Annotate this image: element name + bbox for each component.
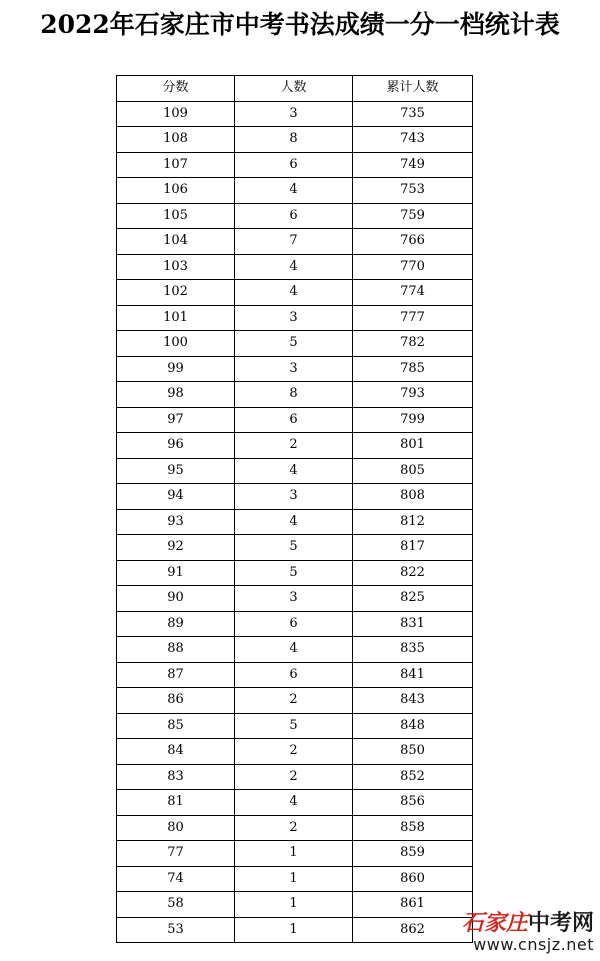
table-row	[117, 815, 473, 841]
cell-cumulative: 782	[353, 331, 473, 357]
cell-count: 4	[235, 637, 353, 663]
cell-cumulative: 801	[353, 433, 473, 459]
cell-cumulative: 817	[353, 535, 473, 561]
cell-cumulative: 825	[353, 586, 473, 612]
cell-score: 53	[117, 917, 235, 943]
table-row	[117, 611, 473, 637]
cell-count: 1	[235, 866, 353, 892]
cell-count: 6	[235, 203, 353, 229]
cell-score: 85	[117, 713, 235, 739]
table-row	[117, 739, 473, 765]
cell-cumulative: 848	[353, 713, 473, 739]
cell-cumulative: 835	[353, 637, 473, 663]
table-row	[117, 305, 473, 331]
cell-count: 2	[235, 688, 353, 714]
table-row	[117, 790, 473, 816]
cell-score: 95	[117, 458, 235, 484]
table-row	[117, 713, 473, 739]
table-row	[117, 586, 473, 612]
cell-count: 4	[235, 178, 353, 204]
table-row	[117, 764, 473, 790]
cell-count: 3	[235, 305, 353, 331]
cell-count: 2	[235, 815, 353, 841]
table-row	[117, 382, 473, 408]
cell-score: 93	[117, 509, 235, 535]
table-row	[117, 458, 473, 484]
header-count: 人数	[235, 76, 353, 102]
cell-cumulative: 862	[353, 917, 473, 943]
table-row	[117, 535, 473, 561]
table-row	[117, 560, 473, 586]
table-row	[117, 892, 473, 918]
cell-count: 4	[235, 458, 353, 484]
cell-score: 77	[117, 841, 235, 867]
cell-count: 3	[235, 101, 353, 127]
table-row	[117, 509, 473, 535]
cell-count: 5	[235, 713, 353, 739]
header-score: 分数	[117, 76, 235, 102]
cell-cumulative: 856	[353, 790, 473, 816]
cell-count: 4	[235, 790, 353, 816]
cell-count: 4	[235, 254, 353, 280]
cell-cumulative: 785	[353, 356, 473, 382]
cell-count: 5	[235, 331, 353, 357]
cell-cumulative: 841	[353, 662, 473, 688]
table-row	[117, 203, 473, 229]
cell-count: 4	[235, 280, 353, 306]
cell-score: 104	[117, 229, 235, 255]
cell-score: 99	[117, 356, 235, 382]
table-row	[117, 917, 473, 943]
cell-count: 1	[235, 917, 353, 943]
cell-count: 8	[235, 127, 353, 153]
cell-score: 108	[117, 127, 235, 153]
cell-score: 102	[117, 280, 235, 306]
table-row	[117, 356, 473, 382]
cell-score: 94	[117, 484, 235, 510]
cell-cumulative: 858	[353, 815, 473, 841]
cell-score: 103	[117, 254, 235, 280]
cell-cumulative: 793	[353, 382, 473, 408]
cell-score: 88	[117, 637, 235, 663]
cell-score: 98	[117, 382, 235, 408]
cell-cumulative: 770	[353, 254, 473, 280]
table-row	[117, 101, 473, 127]
cell-score: 58	[117, 892, 235, 918]
table-row	[117, 280, 473, 306]
table-row	[117, 637, 473, 663]
cell-count: 6	[235, 407, 353, 433]
cell-cumulative: 822	[353, 560, 473, 586]
cell-cumulative: 759	[353, 203, 473, 229]
table-row	[117, 178, 473, 204]
watermark-logo	[434, 911, 594, 935]
cell-score: 97	[117, 407, 235, 433]
cell-cumulative: 808	[353, 484, 473, 510]
cell-count: 4	[235, 509, 353, 535]
cell-count: 1	[235, 841, 353, 867]
cell-score: 90	[117, 586, 235, 612]
cell-count: 8	[235, 382, 353, 408]
table-row	[117, 484, 473, 510]
cell-score: 96	[117, 433, 235, 459]
cell-cumulative: 749	[353, 152, 473, 178]
cell-count: 5	[235, 535, 353, 561]
table-row	[117, 152, 473, 178]
table-row	[117, 688, 473, 714]
cell-score: 84	[117, 739, 235, 765]
cell-score: 91	[117, 560, 235, 586]
cell-cumulative: 852	[353, 764, 473, 790]
cell-count: 2	[235, 764, 353, 790]
cell-score: 86	[117, 688, 235, 714]
cell-count: 6	[235, 152, 353, 178]
table-row	[117, 229, 473, 255]
score-distribution-table	[116, 75, 473, 943]
cell-count: 2	[235, 739, 353, 765]
table-row	[117, 254, 473, 280]
cell-score: 109	[117, 101, 235, 127]
cell-score: 83	[117, 764, 235, 790]
cell-count: 6	[235, 662, 353, 688]
cell-score: 74	[117, 866, 235, 892]
cell-cumulative: 805	[353, 458, 473, 484]
cell-score: 105	[117, 203, 235, 229]
table-row	[117, 841, 473, 867]
cell-score: 80	[117, 815, 235, 841]
cell-score: 100	[117, 331, 235, 357]
table-row	[117, 866, 473, 892]
watermark-logo-part1: 石家庄	[461, 910, 528, 936]
cell-cumulative: 861	[353, 892, 473, 918]
cell-cumulative: 774	[353, 280, 473, 306]
cell-count: 6	[235, 611, 353, 637]
cell-score: 81	[117, 790, 235, 816]
cell-cumulative: 799	[353, 407, 473, 433]
cell-count: 7	[235, 229, 353, 255]
table-row	[117, 331, 473, 357]
cell-count: 3	[235, 484, 353, 510]
cell-count: 3	[235, 356, 353, 382]
cell-count: 2	[235, 433, 353, 459]
table-body	[117, 101, 473, 943]
cell-count: 1	[235, 892, 353, 918]
cell-score: 106	[117, 178, 235, 204]
page-title: 2022年石家庄市中考书法成绩一分一档统计表	[40, 10, 560, 39]
table-header-row	[117, 76, 473, 102]
cell-cumulative: 859	[353, 841, 473, 867]
table-row	[117, 662, 473, 688]
cell-cumulative: 860	[353, 866, 473, 892]
cell-score: 92	[117, 535, 235, 561]
cell-score: 89	[117, 611, 235, 637]
cell-cumulative: 766	[353, 229, 473, 255]
cell-score: 107	[117, 152, 235, 178]
cell-score: 87	[117, 662, 235, 688]
table-row	[117, 127, 473, 153]
cell-cumulative: 831	[353, 611, 473, 637]
cell-cumulative: 777	[353, 305, 473, 331]
cell-count: 5	[235, 560, 353, 586]
cell-cumulative: 753	[353, 178, 473, 204]
cell-cumulative: 812	[353, 509, 473, 535]
cell-cumulative: 850	[353, 739, 473, 765]
watermark-url: www.cnsjz.net	[473, 935, 594, 954]
header-cumulative: 累计人数	[353, 76, 473, 102]
cell-cumulative: 843	[353, 688, 473, 714]
table-row	[117, 433, 473, 459]
table-row	[117, 407, 473, 433]
watermark	[434, 911, 594, 955]
cell-count: 3	[235, 586, 353, 612]
cell-cumulative: 743	[353, 127, 473, 153]
cell-cumulative: 735	[353, 101, 473, 127]
cell-score: 101	[117, 305, 235, 331]
watermark-logo-part2: 中考网	[527, 910, 594, 936]
